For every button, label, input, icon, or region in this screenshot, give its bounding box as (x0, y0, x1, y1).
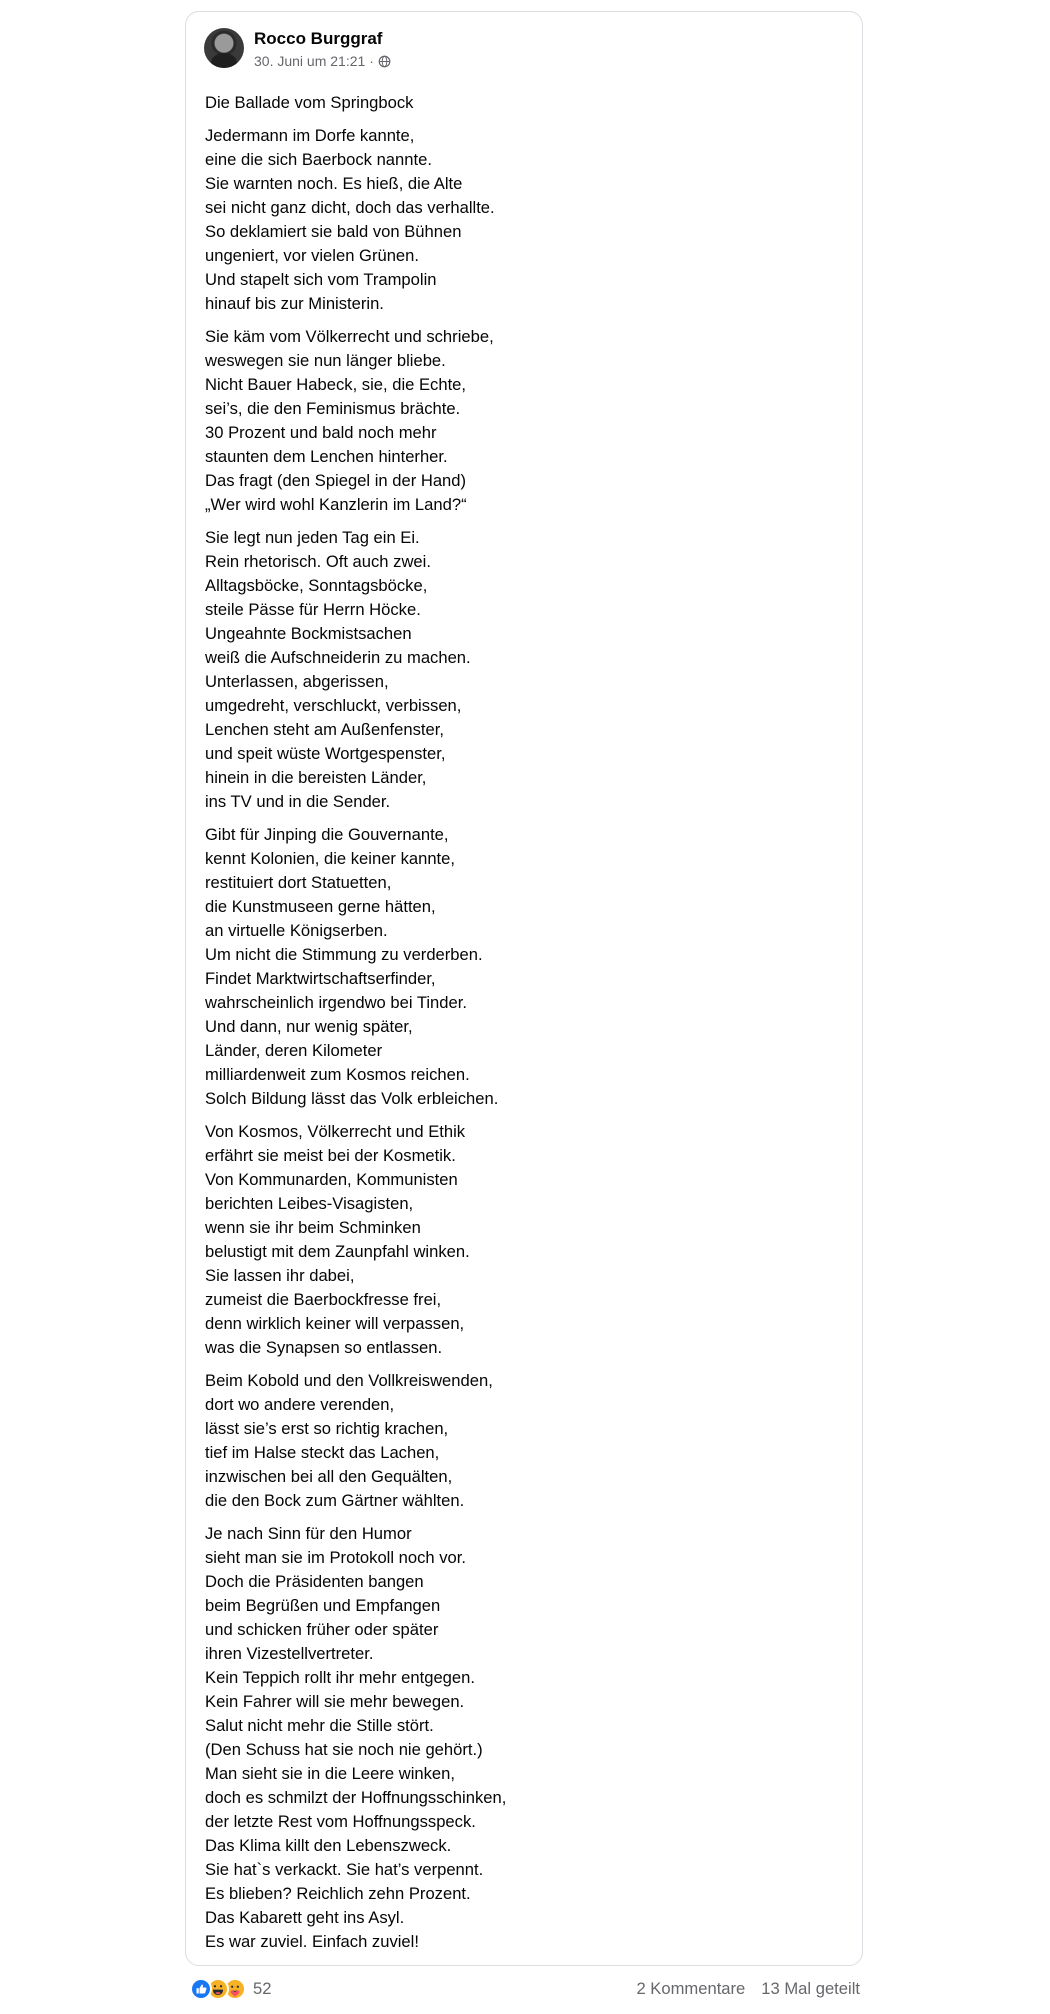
poem-line: Sie warnten noch. Es hieß, die Alte (205, 174, 463, 193)
poem-line: beim Begrüßen und Empfangen (205, 1596, 441, 1615)
comments-link[interactable]: 2 Kommentare (636, 1979, 746, 1998)
poem-line: Findet Marktwirtschaftserfinder, (205, 969, 436, 988)
poem-stanza (205, 823, 845, 1111)
poem-line: und schicken früher oder später (205, 1620, 439, 1639)
poem-line: umgedreht, verschluckt, verbissen, (205, 696, 462, 715)
poem-line: staunten dem Lenchen hinterher. (205, 447, 448, 466)
poem-line: wahrscheinlich irgendwo bei Tinder. (205, 993, 467, 1012)
poem-stanza (205, 124, 845, 316)
reactions-summary[interactable] (190, 1978, 271, 2000)
poem-line: 30 Prozent und bald noch mehr (205, 423, 437, 442)
post-card (185, 11, 863, 1966)
like-icon (190, 1978, 212, 2000)
poem-line: restituiert dort Statuetten, (205, 873, 392, 892)
poem-line: (Den Schuss hat sie noch nie gehört.) (205, 1740, 483, 1759)
poem-line: dort wo andere verenden, (205, 1395, 395, 1414)
poem-line: sei’s, die den Feminismus brächte. (205, 399, 461, 418)
poem-line: tief im Halse steckt das Lachen, (205, 1443, 440, 1462)
poem-line: Und dann, nur wenig später, (205, 1017, 413, 1036)
poem-line: kennt Kolonien, die keiner kannte, (205, 849, 456, 868)
poem-stanza (205, 526, 845, 814)
poem-line: Salut nicht mehr die Stille stört. (205, 1716, 434, 1735)
poem-line: sei nicht ganz dicht, doch das verhallte. (205, 198, 495, 217)
poem-line: erfährt sie meist bei der Kosmetik. (205, 1146, 456, 1165)
poem-line: Um nicht die Stimmung zu verderben. (205, 945, 483, 964)
poem-line: Kein Teppich rollt ihr mehr entgegen. (205, 1668, 475, 1687)
poem-line: Das fragt (den Spiegel in der Hand) (205, 471, 467, 490)
poem-line: was die Synapsen so entlassen. (205, 1338, 443, 1357)
poem-stanzas (205, 124, 845, 1954)
poem-line: Von Kommunarden, Kommunisten (205, 1170, 458, 1189)
poem-stanza (205, 1369, 845, 1513)
shares-link[interactable]: 13 Mal geteilt (761, 1979, 860, 1998)
poem-line: doch es schmilzt der Hoffnungsschinken, (205, 1788, 507, 1807)
poem-line: die Kunstmuseen gerne hätten, (205, 897, 436, 916)
poem-line: der letzte Rest vom Hoffnungsspeck. (205, 1812, 476, 1831)
poem-line: milliardenweit zum Kosmos reichen. (205, 1065, 470, 1084)
poem-line: Kein Fahrer will sie mehr bewegen. (205, 1692, 465, 1711)
poem-line: Beim Kobold und den Vollkreiswenden, (205, 1371, 493, 1390)
poem-line: und speit wüste Wortgespenster, (205, 744, 446, 763)
poem-line: weswegen sie nun länger bliebe. (205, 351, 446, 370)
poem-line: Je nach Sinn für den Humor (205, 1524, 412, 1543)
poem-line: Ungeahnte Bockmistsachen (205, 624, 412, 643)
globe-icon[interactable] (378, 55, 391, 68)
poem-line: ihren Vizestellvertreter. (205, 1644, 374, 1663)
poem-line: Unterlassen, abgerissen, (205, 672, 389, 691)
poem-line: ins TV und in die Sender. (205, 792, 391, 811)
poem-line: weiß die Aufschneiderin zu machen. (205, 648, 471, 667)
poem-line: eine die sich Baerbock nannte. (205, 150, 432, 169)
post-timestamp[interactable]: 30. Juni um 21:21 (254, 53, 366, 69)
poem-line: Solch Bildung lässt das Volk erbleichen. (205, 1089, 499, 1108)
poem-line: Alltagsböcke, Sonntagsböcke, (205, 576, 428, 595)
poem-stanza (205, 1120, 845, 1360)
poem-line: hinein in die bereisten Länder, (205, 768, 427, 787)
meta-separator: · (369, 53, 374, 69)
poem-line: Sie käm vom Völkerrecht und schriebe, (205, 327, 494, 346)
poem-line: an virtuelle Königserben. (205, 921, 388, 940)
post-title: Die Ballade vom Springbock (205, 93, 414, 112)
poem-line: denn wirklich keiner will verpassen, (205, 1314, 465, 1333)
post-footer (190, 1974, 860, 2004)
poem-line: die den Bock zum Gärtner wählten. (205, 1491, 465, 1510)
poem-line: Doch die Präsidenten bangen (205, 1572, 424, 1591)
poem-line: inzwischen bei all den Gequälten, (205, 1467, 453, 1486)
poem-line: Länder, deren Kilometer (205, 1041, 383, 1060)
poem-line: berichten Leibes-Visagisten, (205, 1194, 414, 1213)
poem-line: Es war zuviel. Einfach zuviel! (205, 1932, 419, 1951)
post-header (204, 28, 804, 72)
poem-line: Und stapelt sich vom Trampolin (205, 270, 437, 289)
poem-line: zumeist die Baerbockfresse frei, (205, 1290, 442, 1309)
avatar[interactable] (204, 28, 244, 68)
poem-line: Gibt für Jinping die Gouvernante, (205, 825, 449, 844)
poem-line: Jedermann im Dorfe kannte, (205, 126, 415, 145)
engagement-counts (636, 1979, 860, 1999)
poem-line: hinauf bis zur Ministerin. (205, 294, 384, 313)
poem-line: lässt sie’s erst so richtig krachen, (205, 1419, 449, 1438)
poem-stanza (205, 325, 845, 517)
poem-line: Man sieht sie in die Leere winken, (205, 1764, 455, 1783)
author-name[interactable]: Rocco Burggraf (254, 29, 383, 48)
poem-stanza (205, 1522, 845, 1954)
poem-line: Rein rhetorisch. Oft auch zwei. (205, 552, 431, 571)
poem-line: belustigt mit dem Zaunpfahl winken. (205, 1242, 470, 1261)
poem-line: Sie lassen ihr dabei, (205, 1266, 355, 1285)
poem-line: Nicht Bauer Habeck, sie, die Echte, (205, 375, 467, 394)
poem-line: Es blieben? Reichlich zehn Prozent. (205, 1884, 471, 1903)
poem-line: wenn sie ihr beim Schminken (205, 1218, 421, 1237)
poem-line: Von Kosmos, Völkerrecht und Ethik (205, 1122, 466, 1141)
poem-line: Lenchen steht am Außenfenster, (205, 720, 444, 739)
poem-line: ungeniert, vor vielen Grünen. (205, 246, 420, 265)
post-meta (254, 53, 391, 69)
post-body (205, 91, 845, 1963)
reaction-count[interactable]: 52 (253, 1979, 272, 1998)
poem-line: sieht man sie im Protokoll noch vor. (205, 1548, 467, 1567)
poem-line: So deklamiert sie bald von Bühnen (205, 222, 462, 241)
poem-line: Das Klima killt den Lebenszweck. (205, 1836, 452, 1855)
poem-line: steile Pässe für Herrn Höcke. (205, 600, 421, 619)
poem-line: Sie legt nun jeden Tag ein Ei. (205, 528, 420, 547)
poem-line: Das Kabarett geht ins Asyl. (205, 1908, 405, 1927)
poem-line: „Wer wird wohl Kanzlerin im Land?“ (205, 495, 467, 514)
poem-line: Sie hat`s verkackt. Sie hat’s verpennt. (205, 1860, 484, 1879)
